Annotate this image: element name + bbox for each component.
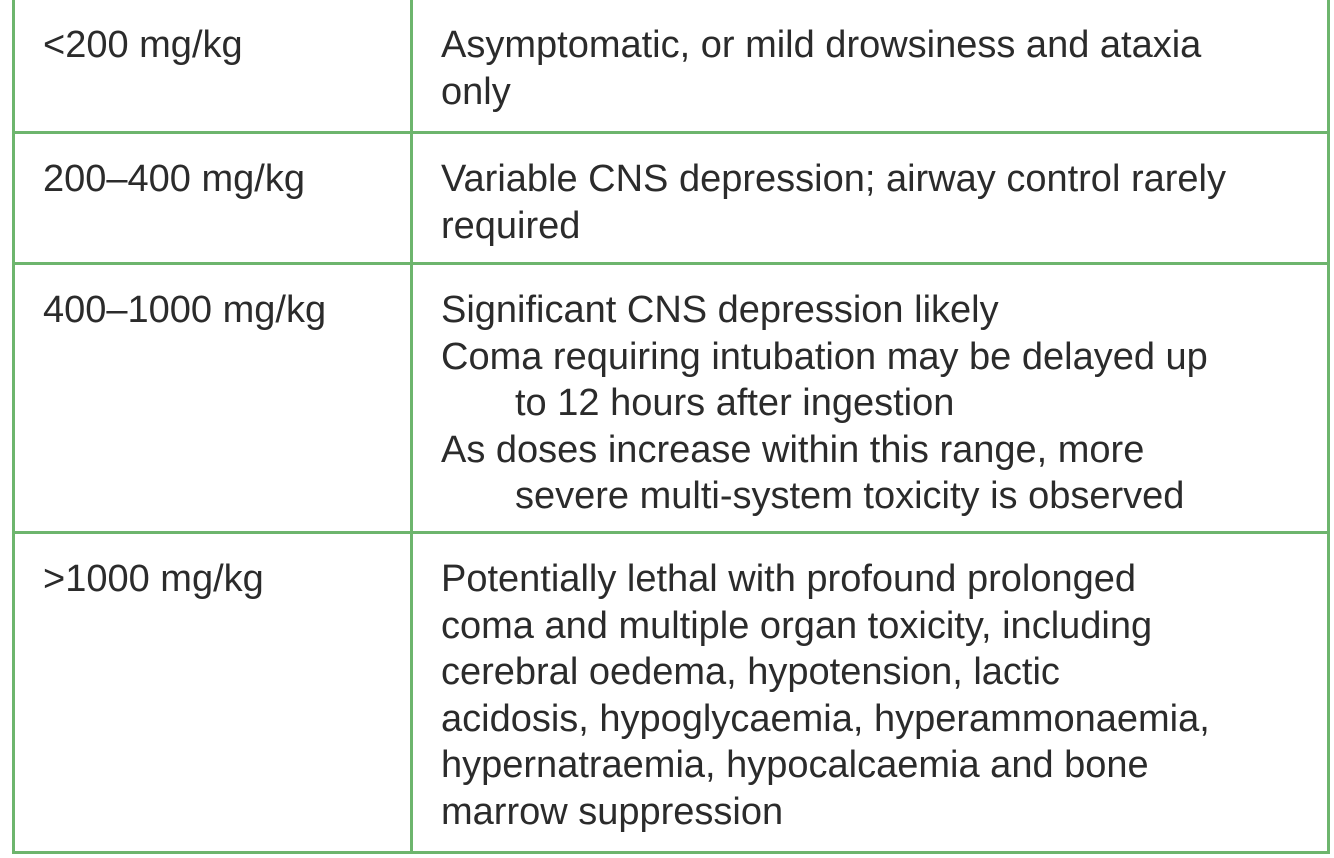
effect-line: Coma requiring intubation may be delayed up: [441, 335, 1208, 378]
effect-line: Variable CNS depression; airway control rarely: [441, 158, 1226, 200]
dose-cell: <200 mg/kg: [43, 24, 243, 66]
dose-effect-table: [12, 0, 1330, 854]
effect-line: required: [441, 204, 581, 247]
effect-line: hypernatraemia, hypocalcaemia and bone: [441, 744, 1149, 786]
table-row: [15, 531, 1327, 851]
effect-line-continuation: to 12 hours after ingestion: [515, 382, 955, 424]
effect-cell: [441, 556, 1317, 835]
effect-line: marrow suppression: [441, 790, 784, 833]
effect-line: Significant CNS depression likely: [441, 289, 999, 331]
effect-line: cerebral oedema, hypotension, lactic: [441, 651, 1060, 693]
effect-cell: [441, 156, 1317, 249]
effect-cell: [441, 287, 1317, 520]
table-row: [15, 131, 1327, 264]
effect-cell: [441, 22, 1317, 115]
effect-line: coma and multiple organ toxicity, including: [441, 604, 1153, 647]
effect-line: As doses increase within this range, more: [441, 428, 1145, 471]
effect-line: Asymptomatic, or mild drowsiness and ataxia: [441, 24, 1202, 66]
dose-cell: >1000 mg/kg: [43, 558, 264, 600]
dose-cell: 400–1000 mg/kg: [43, 289, 327, 331]
table-row: [15, 0, 1327, 133]
effect-line-continuation: severe multi-system toxicity is observed: [515, 475, 1185, 517]
effect-line: acidosis, hypoglycaemia, hyperammonaemia,: [441, 697, 1210, 740]
table-row: [15, 262, 1327, 533]
dose-cell: 200–400 mg/kg: [43, 158, 305, 200]
effect-line: only: [441, 70, 511, 113]
effect-line: Potentially lethal with profound prolonged: [441, 558, 1137, 600]
